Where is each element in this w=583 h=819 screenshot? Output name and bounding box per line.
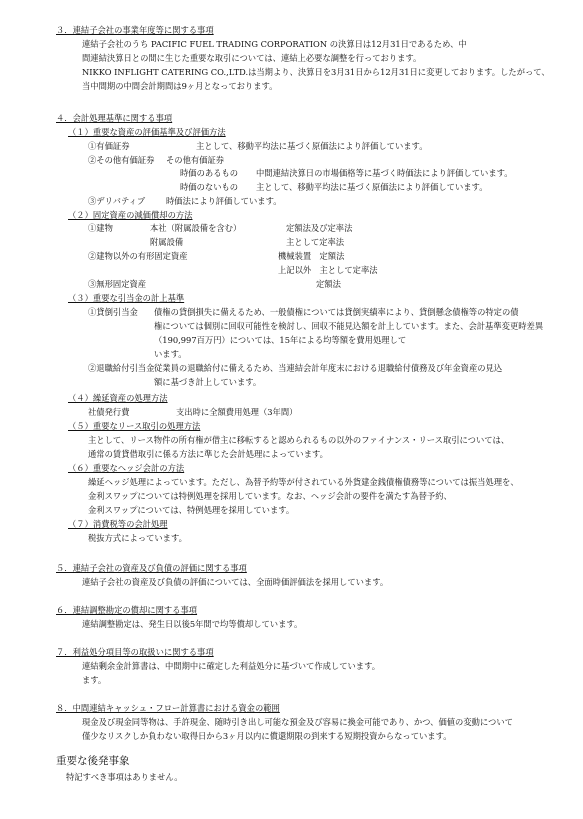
- item-4-a-text: 支出時に全額費用処理（3年間）: [176, 407, 298, 417]
- section-3-line-3: NIKKO INFLIGHT CATERING CO.,LTD.は当期より、決算日を3月31日から12月31日に変更しております。したがって、: [82, 67, 550, 77]
- item-6-line-1: 繰延ヘッジ処理によっています。ただし、為替予約等が付されている外貨建金銭債権債務等については振当処理を、: [88, 477, 519, 487]
- item-2-c-text: 定額法: [316, 279, 341, 289]
- item-1-a-text: 主として、移動平均法に基づく原価法により評価しています。: [196, 141, 428, 151]
- section-7-line-2: ます。: [82, 675, 107, 685]
- item-5-line-1: 主として、リース物件の所有権が借主に移転すると認められるもの以外のファイナンス・リース取引については、: [88, 435, 510, 445]
- item-7-title: （７）消費税等の会計処理: [68, 519, 168, 529]
- section-7-heading: ７．利益処分項目等の取扱いに関する事項: [56, 647, 214, 657]
- item-5-title: （５）重要なリース取引の処理方法: [68, 421, 201, 431]
- section-3-line-1: 連結子会社のうち PACIFIC FUEL TRADING CORPORATION の決算日は12月31日であるため、中: [82, 39, 467, 49]
- item-3-b-line-2: 額に基づき計上しています。: [154, 377, 262, 387]
- item-6-title: （６）重要なヘッジ会計の方法: [68, 463, 185, 473]
- item-2-title: （２）固定資産の減価償却の方法: [68, 210, 193, 220]
- item-6-line-3: 金利スワップについては、特例処理を採用しています。: [88, 505, 295, 515]
- item-3-b-line-1: 従業員の退職給付に備えるため、当連結会計年度末における退職給付債務及び年金資産の見込: [154, 363, 503, 373]
- item-3-a-line-2: 権については個別に回収可能性を検討し、回収不能見込額を計上しています。また、会計基準変更時差異: [154, 321, 544, 331]
- section-6-text: 連結調整勘定は、発生日以後5年間で均等償却しています。: [82, 619, 303, 629]
- item-1-b1-label: 時価のあるもの: [180, 168, 239, 178]
- item-1-b-sub: その他有価証券: [166, 155, 225, 165]
- section-3-line-2: 間連結決算日との間に生じた重要な取引については、連結上必要な調整を行っております。: [82, 53, 422, 63]
- item-3-b-label: ②退職給付引当金: [88, 363, 155, 373]
- item-1-title: （１）重要な資産の評価基準及び評価方法: [68, 127, 226, 137]
- item-6-line-2: 金利スワップについては特例処理を採用しています。なお、ヘッジ会計の要件を満たす為替予約、: [88, 491, 452, 501]
- item-1-b1-text: 中間連結決算日の市場価格等に基づく時価法により評価しています。: [256, 168, 513, 178]
- item-5-line-2: 通常の賃貸借取引に係る方法に準じた会計処理によっています。: [88, 449, 328, 459]
- item-1-c-text: 時価法により評価しています。: [166, 196, 282, 206]
- item-2-b-label: ②建物以外の有形固定資産: [88, 251, 188, 261]
- item-1-b2-label: 時価のないもの: [180, 182, 239, 192]
- section-6-heading: ６．連結調整勘定の償却に関する事項: [56, 605, 198, 615]
- item-2-a-label: ①建物: [88, 223, 113, 233]
- item-3-a-line-4: います。: [154, 349, 187, 359]
- section-8-line-1: 現金及び現金同等物は、手許現金、随時引き出し可能な預金及び容易に換金可能であり、かつ、価値の変動について: [82, 717, 513, 727]
- item-1-a-label: ①有価証券: [88, 141, 130, 151]
- item-4-a-label: 社債発行費: [88, 407, 130, 417]
- item-2-b-text-2: 上記以外 主として定率法: [278, 265, 378, 275]
- item-2-a-sub: 附属設備: [150, 237, 184, 247]
- section-4-heading: ４．会計処理基準に関する事項: [56, 113, 173, 123]
- subsequent-events-heading: 重要な後発事象: [56, 755, 130, 767]
- item-7-text: 税抜方式によっています。: [88, 533, 187, 543]
- section-5-heading: ５．連結子会社の資産及び負債の評価に関する事項: [56, 563, 247, 573]
- item-2-a-mid: 本社（附属設備を含む）: [150, 223, 242, 233]
- subsequent-events-text: 特記すべき事項はありません。: [66, 772, 183, 782]
- item-1-c-label: ③デリバティブ: [88, 196, 146, 206]
- item-3-a-line-1: 債権の貸倒損失に備えるため、一般債権については貸倒実績率により、貸倒懸念債権等の特定の債: [154, 307, 519, 317]
- item-3-a-line-3: （190,997百万円）については、15年による均等額を費用処理して: [154, 335, 407, 345]
- section-8-line-2: 僅少なリスクしか負わない取得日から3ヶ月以内に償還期限の到来する短期投資からなっています。: [82, 731, 452, 741]
- item-4-title: （４）繰延資産の処理方法: [68, 393, 168, 403]
- section-8-heading: ８．中間連結キャッシュ・フロー計算書における資金の範囲: [56, 703, 280, 713]
- section-5-text: 連結子会社の資産及び負債の評価については、全面時価評価法を採用しています。: [82, 577, 389, 587]
- section-3-line-4: 当中間期の中間会計期間は9ヶ月となっております。: [82, 81, 278, 91]
- item-2-a-text: 定額法及び定率法: [286, 223, 353, 233]
- item-2-c-label: ③無形固定資産: [88, 279, 147, 289]
- section-7-line-1: 連結剰余金計算書は、中間期中に確定した利益処分に基づいて作成しています。: [82, 661, 381, 671]
- item-3-a-label: ①貸倒引当金: [88, 307, 138, 317]
- item-1-b-label: ②その他有価証券: [88, 155, 155, 165]
- item-2-a-sub-text: 主として定率法: [286, 237, 345, 247]
- item-3-title: （３）重要な引当金の計上基準: [68, 293, 185, 303]
- item-1-b2-text: 主として、移動平均法に基づく原価法により評価しています。: [256, 182, 488, 192]
- item-2-b-text-1: 機械装置 定額法: [278, 251, 345, 261]
- section-3-heading: ３．連結子会社の事業年度等に関する事項: [56, 25, 214, 35]
